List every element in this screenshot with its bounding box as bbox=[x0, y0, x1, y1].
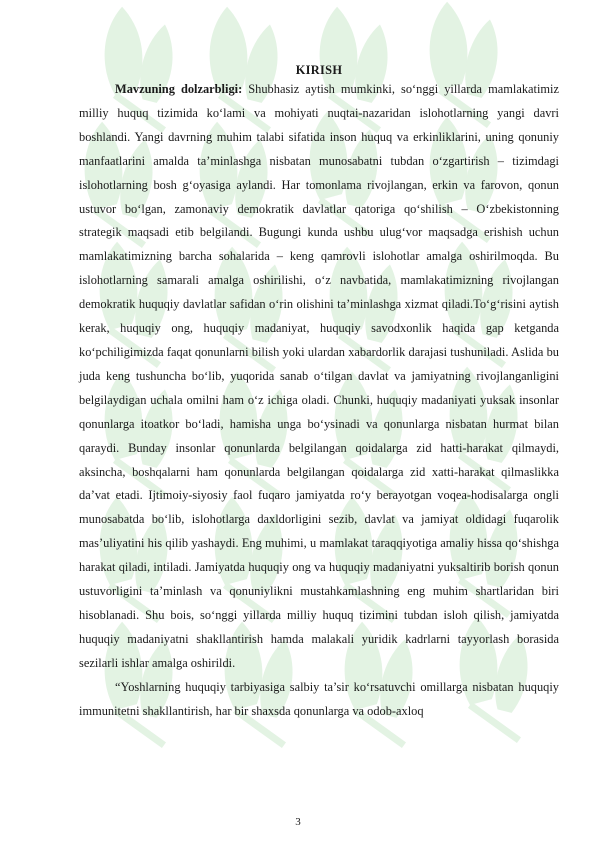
section-heading: KIRISH bbox=[295, 63, 343, 77]
page-number: 3 bbox=[295, 816, 301, 828]
document-body bbox=[79, 62, 559, 723]
paragraph-relevance bbox=[79, 78, 559, 676]
paragraph-text: Shubhasiz aytish mumkinki, so‘nggi yillarda mamlakatimiz milliy huquq tizimida ko‘lami va mohiyati nuqtai-nazaridan islohotlarning yangi davri boshlandi. Yangi davrning muhim talabi sifatida inson huquq va erkinliklarini, uning qonuniy manfaatlarini amalda ta’minlashga nisbatan munosabatni tubdan o‘zgartirish – tizimdagi islohotlarning bosh g‘oyasiga aylandi. Har tomonlama rivojlangan, erkin va farovon, qonun ustuvor bo‘lgan, zamonaviy demokratik davlatlar qatoriga qo‘shilish – O‘zbekistonning strategik maqsadi etib belgilandi. Bugungi kunda ushbu ulug‘vor maqsadga erishish uchun mamlakatimizning barcha sohalarida – keng qamrovli islohotlar amalga oshirilmoqda. Bu islohotlarning samarali amalga oshirilishi, o‘z navbatida, mamlakatimizning rivojlangan demokratik huquqiy davlatlar safidan o‘rin olishini ta’minlashga xizmat qiladi.To‘g‘risini aytish kerak, huquqiy ong, huquqiy madaniyat, huquqiy savodxonlik haqida gap ketganda ko‘pchiligimizda faqat qonunlarni bilish yoki ulardan xabardorlik darajasi tushuniladi. Aslida bu juda keng tushuncha bo‘lib, yuqorida sanab o‘tilgan davlat va jamiyatning rivojlanganligini belgilaydigan uchala omilni ham o‘z ichiga oladi. Chunki, huquqiy madaniyati yuksak insonlar qonunlarga itoatkor bo‘ladi, hamisha unga bo‘ysinadi va qonunlarga nisbatan hurmat bilan qaraydi. Bunday insonlar qonunlarda belgilangan qoidalarga zid hatti-harakat qilmaydi, aksincha, boshqalarni ham qonunlarda belgilangan qoidalarga zid xatti-harakat qilmaslikka da’vat etadi. Ijtimoiy-siyosiy faol fuqaro jamiyatda ro‘y berayotgan voqea-hodisalarga ongli munosabatda bo‘lib, islohotlarga daxldorligini sezib, davlat va jamiyat oldidagi fuqarolik mas’uliyatini his qilib yashaydi. Eng muhimi, u mamlakat taraqqiyotiga amaliy hissa qo‘shishga harakat qiladi, intiladi. Jamiyatda huquqiy ong va huquqiy madaniyatni yuksaltirib borish qonun ustuvorligini ta’minlash va qonuniylikni mustahkamlashning eng muhim shartlaridan biri hisoblanadi. Shu bois, so‘nggi yillarda milliy huquq tizimini tubdan isloh qilish, jamiyatda huquqiy madaniyatni shakllantirish hamda malakali yuridik kadrlarni tayyorlash borasida sezilarli ishlar amalga oshirildi. bbox=[79, 82, 559, 670]
paragraph-youth-legal-education: “Yoshlarning huquqiy tarbiyasiga salbiy ta’sir ko‘rsatuvchi omillarga nisbatan huquqiy immunitetni shakllantirish, har bir shaxsda qonunlarga va odob-axloq bbox=[79, 679, 559, 718]
paragraph-lead: Mavzuning dolzarbligi: bbox=[115, 82, 243, 96]
